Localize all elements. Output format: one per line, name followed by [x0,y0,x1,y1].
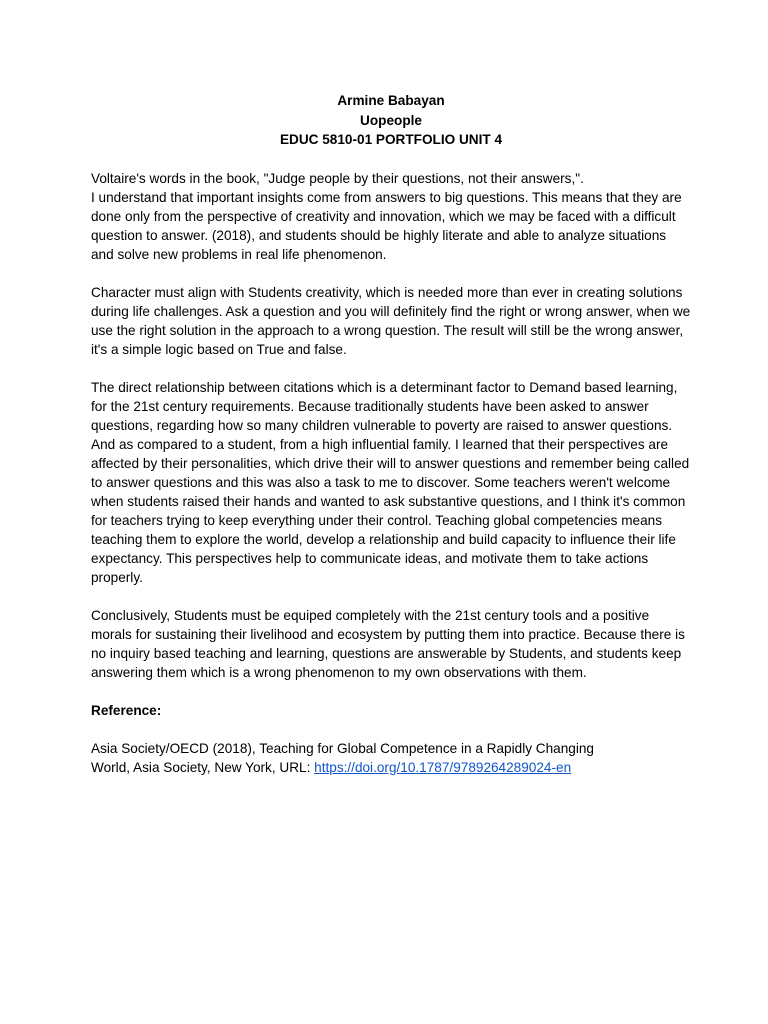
course-title: EDUC 5810-01 PORTFOLIO UNIT 4 [279,132,503,147]
paragraph-character: Character must align with Students creativity, which is needed more than ever in creating solutions during life challenges. Ask a question and you will definitely find the right or wrong answer, when we use the right solution in the approach to a wrong question. The result will still be the wrong answer, it's a simple logic based on True and false. [91,284,691,357]
paragraph-conclusion: Conclusively, Students must be equiped completely with the 21st century tools and a positive morals for sustaining their livelihood and ecosystem by putting them into practice. Because there is no inquiry based teaching and learning, questions are answerable by Students, and students keep answering them which is a wrong phenomenon to my own observations with them. [91,607,685,680]
reference-heading: Reference: [91,702,162,718]
reference-citation [91,739,691,777]
document-header [91,91,691,150]
citation-line-2: World, Asia Society, New York, URL: [91,759,315,775]
author-name: Armine Babayan [337,93,445,108]
citation-line-1: Asia Society/OECD (2018), Teaching for Global Competence in a Rapidly Changing [91,740,594,756]
paragraph-intro [91,169,691,264]
paragraph-intro-text: I understand that important insights come from answers to big questions. This means that they are done only from the perspective of creativity and innovation, which we may be faced with a difficult question to answer. (2018), and students should be highly literate and able to analyze situations and solve new problems in real life phenomenon. [91,189,682,262]
institution-name: Uopeople [360,112,422,128]
document-page [91,91,691,796]
paragraph-citations: The direct relationship between citations which is a determinant factor to Demand based learning, for the 21st century requirements. Because traditionally students have been asked to answer questions, regarding how so many children vulnerable to poverty are raised to answer questions. And as compared to a student, from a high influential family. I learned that their perspectives are affected by their personalities, which drive their will to answer questions and remember being called to answer questions and this was also a task to me to discover. Some teachers weren't welcome when students raised their hands and wanted to ask substantive questions, and I think it's common for teachers trying to keep everything under their control. Teaching global competencies means teaching them to explore the world, develop a relationship and build capacity to influence their life expectancy. This perspectives help to communicate ideas, and motivate them to take actions properly. [91,379,690,585]
doi-link[interactable]: https://doi.org/10.1787/9789264289024-en [314,759,572,775]
voltaire-quote-line: Voltaire's words in the book, "Judge people by their questions, not their answers,". [91,170,584,186]
